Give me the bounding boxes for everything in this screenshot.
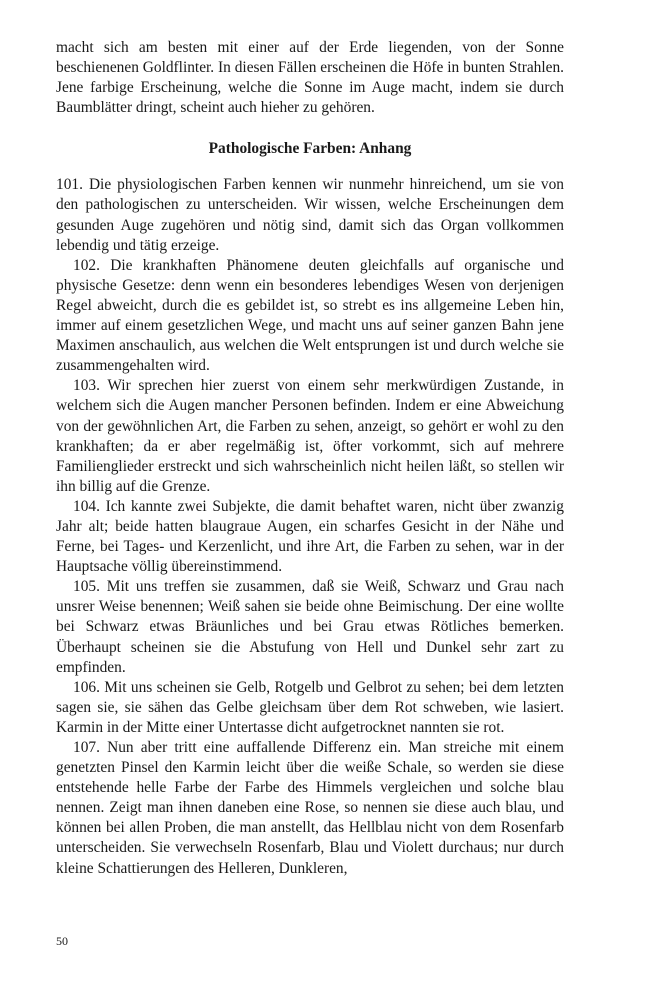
paragraph-107: 107. Nun aber tritt eine auffallende Differenz ein. Man streiche mit einem genetzten Pinsel den Karmin leicht über die weiße Schale, so werden sie diese entstehende helle Farbe der Farbe des Himmels vergleichen und solche blau nennen. Zeigt man ihnen daneben eine Rose, so nennen sie diese auch blau, und können bei allen Proben, die man anstellt, das Hellblau nicht von dem Rosenfarb unterscheiden. Sie verwechseln Rosenfarb, Blau und Violett durchaus; nur durch kleine Schattierungen des Helleren, Dunkleren, <box>56 739 564 877</box>
paragraph-102: 102. Die krankhaften Phänomene deuten gleichfalls auf organische und physische Gesetze: denn wenn ein besonderes lebendiges Wesen von derjenigen Regel abweicht, durch die es gebildet ist, so strebt es ins allgemeine Leben hin, immer auf einem gesetzlichen Wege, und macht uns auf seiner ganzen Bahn jene Maximen anschaulich, aus welchen die Welt entsprungen ist und durch welche sie zusammengehalten wird. <box>56 256 564 375</box>
paragraph-104: 104. Ich kannte zwei Subjekte, die damit behaftet waren, nicht über zwanzig Jahr alt; beide hatten blaugraue Augen, ein scharfes Gesicht in der Nähe und Ferne, bei Tages- und Kerzenlicht, und ihre Art, die Farben zu sehen, war in der Hauptsache völlig übereinstimmend. <box>56 497 564 576</box>
paragraph-106: 106. Mit uns scheinen sie Gelb, Rotgelb und Gelbrot zu sehen; bei dem letzten sagen sie, sie sähen das Gelbe gleichsam über dem Rot schweben, wie lasiert. Karmin in der Mitte einer Untertasse dicht aufgetrocknet nannten sie rot. <box>56 678 564 736</box>
paragraph-103: 103. Wir sprechen hier zuerst von einem sehr merkwürdigen Zustande, in welchem sich die Augen mancher Personen befinden. Indem er eine Abweichung von der gewöhnlichen Art, die Farben zu sehen, anzeigt, so gehört er wohl zu den krankhaften; da er aber regelmäßig ist, öfter vorkommt, sich auf mehrere Familienglieder erstreckt und sich wahrscheinlich nicht heilen läßt, so stellen wir ihn billig auf die Grenze. <box>56 377 564 495</box>
paragraph-101: 101. Die physiologischen Farben kennen wir nunmehr hinreichend, um sie von den pathologischen zu unterscheiden. Wir wissen, welche Erscheinungen dem gesunden Auge zugehören und nötig sind, damit sich das Organ vollkommen lebendig und tätig erzeige. <box>56 176 564 254</box>
intro-paragraph: macht sich am besten mit einer auf der Erde liegenden, von der Sonne beschienenen Goldflinter. In diesen Fällen erscheinen die Höfe in bunten Strahlen. Jene farbige Erscheinung, welche die Sonne im Auge macht, indem sie durch Baumblätter dringt, scheint auch hieher zu gehören. <box>56 39 564 117</box>
section-heading: Pathologische Farben: Anhang <box>208 140 412 158</box>
page-body <box>56 38 564 879</box>
paragraph-105: 105. Mit uns treffen sie zusammen, daß sie Weiß, Schwarz und Grau nach unsrer Weise benennen; Weiß sahen sie beide ohne Beimischung. Der eine wollte bei Schwarz etwas Bräunliches und bei Grau etwas Rötliches bemerken. Überhaupt scheinen sie die Abstufung von Hell und Dunkel sehr zart zu empfinden. <box>56 578 564 676</box>
page-number: 50 <box>56 934 68 948</box>
